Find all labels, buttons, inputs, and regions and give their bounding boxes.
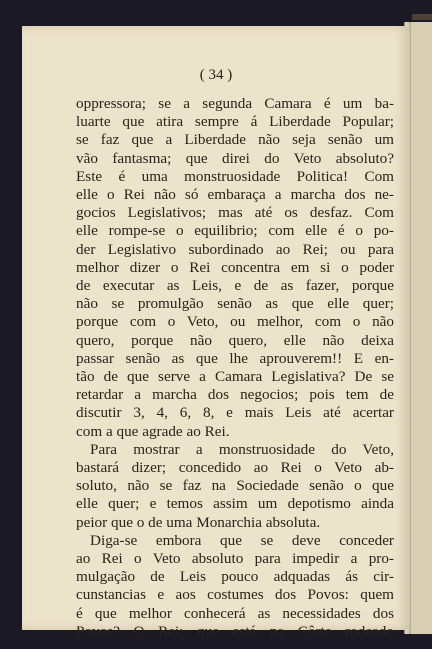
page-text	[76, 95, 394, 641]
text-line: peior que o de uma Monarchia absoluta.	[76, 513, 321, 531]
text-line: der Legislativo subordinado ao Rei; ou para	[76, 240, 394, 258]
page-number-header: ( 34 )	[199, 67, 233, 83]
text-line: quero, porque não quero, elle não deixa	[76, 331, 394, 349]
paragraph-1	[76, 95, 394, 441]
text-line: com a que agrade ao Rei.	[76, 422, 230, 440]
text-line: é que melhor conhecerá as necessidades dos	[76, 604, 394, 622]
text-line: de executar as Leis, e de as fazer, porque	[76, 277, 394, 295]
text-line: Este é uma monstruosidade Politica! Com	[76, 167, 394, 185]
text-line: não se promulgão senão as que elle quer;	[76, 295, 394, 313]
text-line: gocios Legislativos; mas até os desfaz. Com	[76, 204, 394, 222]
text-line: se faz que a Liberdade não seja senão um	[76, 131, 394, 149]
paragraph-2	[76, 441, 394, 532]
paragraph-3	[76, 532, 394, 641]
text-line: porque com o Veto, ou melhor, com o não	[76, 313, 394, 331]
text-line: soluto, não se faz na Sociedade senão o que	[76, 477, 394, 495]
text-line: elle o Rei não só embaraça a marcha dos ne-	[76, 186, 394, 204]
text-line: oppressora; se a segunda Camara é um ba-	[76, 95, 394, 112]
text-line: retardar a marcha dos negocios; pois tem de	[76, 386, 394, 404]
text-line: Diga-se embora que se deve conceder	[90, 531, 394, 549]
text-line: tão de que serve a Camara Legislativa? De se	[76, 368, 394, 386]
text-line: Povos? O Rei; que está na Côrte rodeado	[76, 622, 394, 640]
text-line: discutir 3, 4, 6, 8, e mais Leis até acertar	[76, 404, 394, 422]
text-line: elle rompe-se o equilibrio; com elle é o po-	[76, 222, 394, 240]
text-line: ao Rei o Veto absoluto para impedir a pro-	[76, 550, 394, 568]
text-line: bastará dizer; concedido ao Rei o Veto ab-	[76, 459, 394, 477]
text-line: Para mostrar a monstruosidade do Veto,	[90, 440, 394, 458]
text-line: melhor dizer o Rei concentra em si o poder	[76, 258, 394, 276]
page-tab-marker	[412, 14, 432, 20]
text-line: vão fantasma; que direi do Veto absoluto?	[76, 149, 394, 167]
text-line: luarte que atira sempre á Liberdade Popular;	[76, 113, 394, 131]
text-line: passar senão as que lhe aprouverem!! E en-	[76, 349, 394, 367]
text-line: elle quer; e temos assim um depotismo ainda	[76, 495, 394, 513]
text-line: mulgação de Leis pouco adquadas ás cir-	[76, 568, 394, 586]
text-line: cunstancias e aos costumes dos Povos: quem	[76, 586, 394, 604]
